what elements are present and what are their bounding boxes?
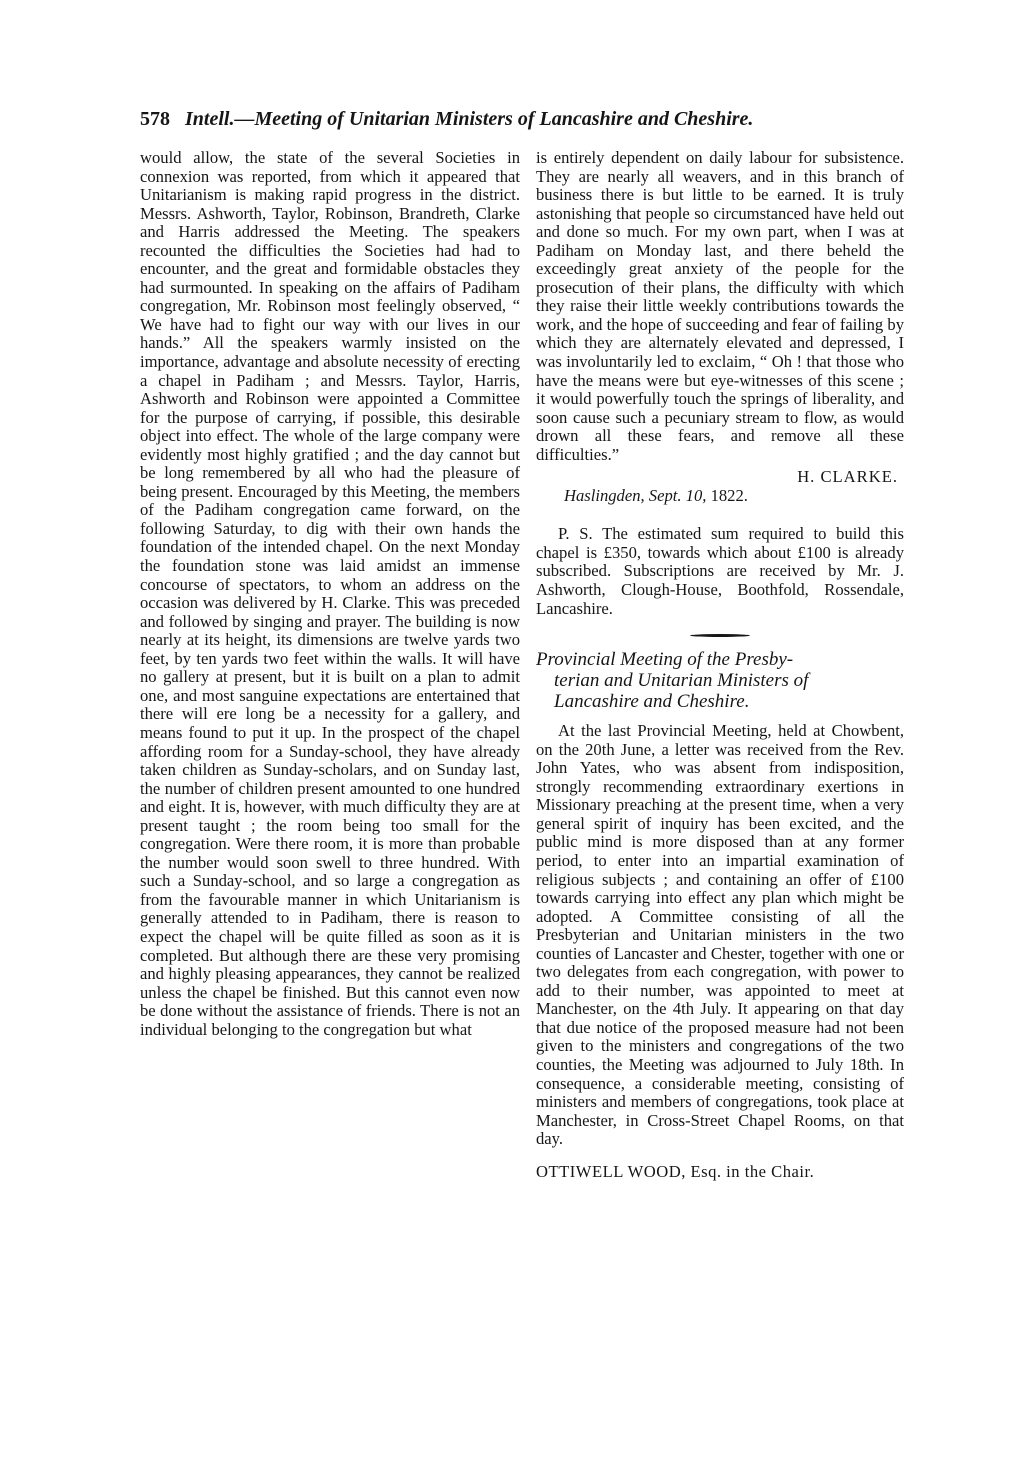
section-body: At the last Provincial Meeting, held at Chowbent, on the 20th June, a letter was received from the Rev. John Yates, who was absent from indisposition, strongly recommending extraordinary exertions in Missionary preaching at the present time, when a very general spirit of inquiry has been excited, and the public mind is more disposed than at any former period, to enter into an impartial examination of religious subjects ; and containing an offer of £100 towards carrying into effect any plan which might be adopted. A Committee consisting of all the Presbyterian and Unitarian ministers in the two counties of Lancaster and Chester, together with one or two delegates from each congregation, with power to add to their number, was appointed to meet at Manchester, on the 4th July. It appearing on that day that due notice of the proposed measure had not been given to the ministers and congregations of the two counties, the Meeting was adjourned to July 18th. In consequence, a considerable meeting, consisting of ministers and members of congregations, took place at Manchester, in Cross-Street Chapel Rooms, on that day. — [536, 721, 904, 1149]
page-number: 578 — [140, 108, 170, 130]
letter-continuation: is entirely dependent on daily labour for subsistence. They are nearly all weavers, and in this branch of business there is but little to be earned. It is truly astonishing that people so circumstanced have held out and done so much. For my own part, when I was at Padiham on Monday last, and there beheld the exceedingly great anxiety of the people for the prosecution of their plans, the difficulty with which they raise their little weekly contributions towards the work, and the hope of succeeding and fear of failing by which they are alternately elevated and depressed, I was involuntarily led to exclaim, “ Oh ! that those who have the means were but eye-witnesses of this scene ; it would powerfully touch the springs of liberality, and soon cause such a pecuniary stream to flow, as would drown all these fears, and remove all these difficulties.” — [536, 148, 904, 464]
right-column — [536, 149, 904, 1181]
letter-dateline — [564, 487, 904, 506]
letter-signature: H. CLARKE. — [797, 467, 898, 487]
postscript: P. S. The estimated sum required to build this chapel is £350, towards which about £100 is already subscribed. Subscriptions are received by Mr. J. Ashworth, Clough-House, Boothfold, Rossendale, Lancashire. — [536, 524, 904, 618]
section-title-line: Lancashire and Cheshire. — [554, 691, 750, 713]
section-title-line: Provincial Meeting of the Presby- — [536, 649, 794, 671]
section-title-line: terian and Unitarian Ministers of — [554, 670, 809, 692]
left-column — [140, 149, 520, 1039]
dateline-year: 1822. — [710, 485, 748, 505]
running-title: Intell.—Meeting of Unitarian Ministers of Lancashire and Cheshire. — [185, 108, 754, 130]
section-title — [536, 649, 904, 712]
dateline-place: Haslingden, Sept. 10, — [564, 485, 707, 505]
section-divider — [690, 634, 750, 637]
running-header — [140, 106, 900, 132]
left-column-text: would allow, the state of the several Societies in connexion was reported, from which it appeared that Unitarianism is making rapid progress in the district. Messrs. Ashworth, Taylor, Robinson, Brandreth, Clarke and Harris addressed the Meeting. The speakers recounted the difficulties the Societies had had to encounter, and the great and formidable obstacles they had surmounted. In speaking on the affairs of Padiham congregation, Mr. Robinson most feelingly observed, “ We have had to fight our way with our lives in our hands.” All the speakers warmly insisted on the importance, advantage and absolute necessity of erecting a chapel in Padiham ; and Messrs. Taylor, Harris, Ashworth and Robinson were appointed a Committee for the purpose of carrying, if possible, this desirable object into effect. The whole of the large company were evidently most highly gratified ; and the day cannot but be long remembered by all who had the pleasure of being present. Encouraged by this Meeting, the members of the Padiham congregation came forward, on the following Saturday, to dig with their own hands the foundation of the intended chapel. On the next Monday the foundation stone was laid amidst an immense concourse of spectators, to whom an address on the occasion was delivered by H. Clarke. This was preceded and followed by singing and prayer. The building is now nearly at its height, its dimensions are twelve yards two feet, by ten yards two feet within the walls. It will have no gallery at present, but it is built on a plan to admit one, and most sanguine expectations are entertained that there will ere long be a necessity for a gallery, and means found to put it up. In the prospect of the chapel affording room for a Sunday-school, they have already taken children as Sunday-scholars, and on Sunday last, the number of children present amounted to one hundred and eight. It is, however, with much difficulty they are at present taught ; the room being too small for the congregation. Were there room, it is more than probable the number would soon swell to three hundred. With such a Sunday-school, and so large a congregation as from the favourable manner in which Unitarianism is generally attended to in Padiham, there is reason to expect the chapel will be quite filled as soon as it is completed. But although there are these very promising and highly pleasing appearances, they cannot be realized unless the chapel be finished. But this cannot even now be done without the assistance of friends. There is not an individual belonging to the congregation but what — [140, 148, 520, 1039]
chair-line: OTTIWELL WOOD, Esq. in the Chair. — [536, 1161, 815, 1181]
